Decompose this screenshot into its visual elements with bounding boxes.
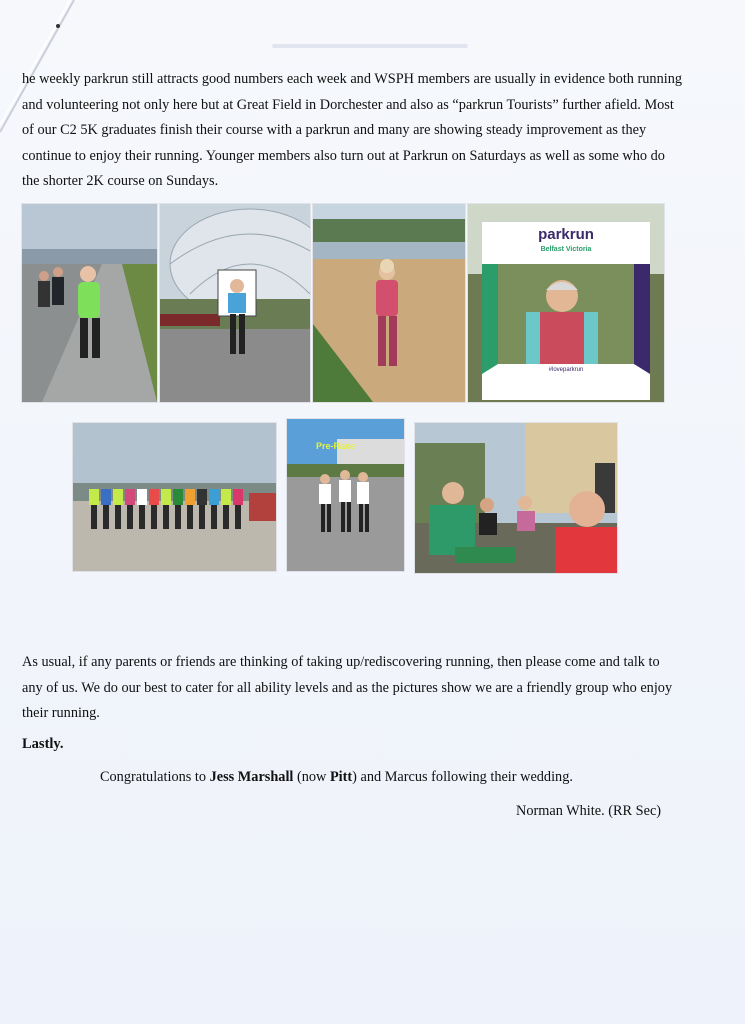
paragraph-parkrun: he weekly parkrun still attracts good numbers each week and WSPH members are usually in evidence both running and volunteering not only here but at Great Field in Dorchester and also as “parkrun Tourists” further afield. Most of our C2 5K graduates finish their course with a parkrun and many are showing steady improvement as they continue to enjoy their running. Younger members also turn out at Parkrun on Saturdays as well as some who do the shorter 2K course on Sundays. [22,71,682,189]
photo-runner-green-top [22,204,157,402]
congrats-suffix: ) and Marcus following their wedding. [352,769,573,785]
photo-runner-beach [313,204,465,402]
frame-location-text: Belfast Victoria [540,246,592,253]
photo-runner-dome [160,204,310,402]
congratulations-line [100,769,573,786]
bleed-through-text: ▬▬▬▬▬▬▬▬▬▬▬▬▬▬▬ [272,36,468,51]
frame-brand-text: parkrun [538,226,594,243]
photo-group-car-park [73,423,276,571]
congrats-name: Jess Marshall [209,769,294,785]
frame-hashtag-text: #loveparkrun [548,367,584,373]
congrats-mid: (now [293,769,330,785]
paragraph-invitation: As usual, if any parents or friends are thinking of taking up/rediscovering running, then please come and talk to any of us. We do our best to cater for all ability levels and as the pictures show we are a friendly group who enjoy their running. [22,654,673,721]
pre-race-label: Pre-Race [316,441,356,451]
lastly-heading: Lastly. [22,736,64,752]
photo-cafe-group [415,423,617,573]
signature: Norman White. (RR Sec) [516,803,662,819]
congrats-prefix: Congratulations to [100,769,210,785]
congrats-new-name: Pitt [329,769,353,785]
